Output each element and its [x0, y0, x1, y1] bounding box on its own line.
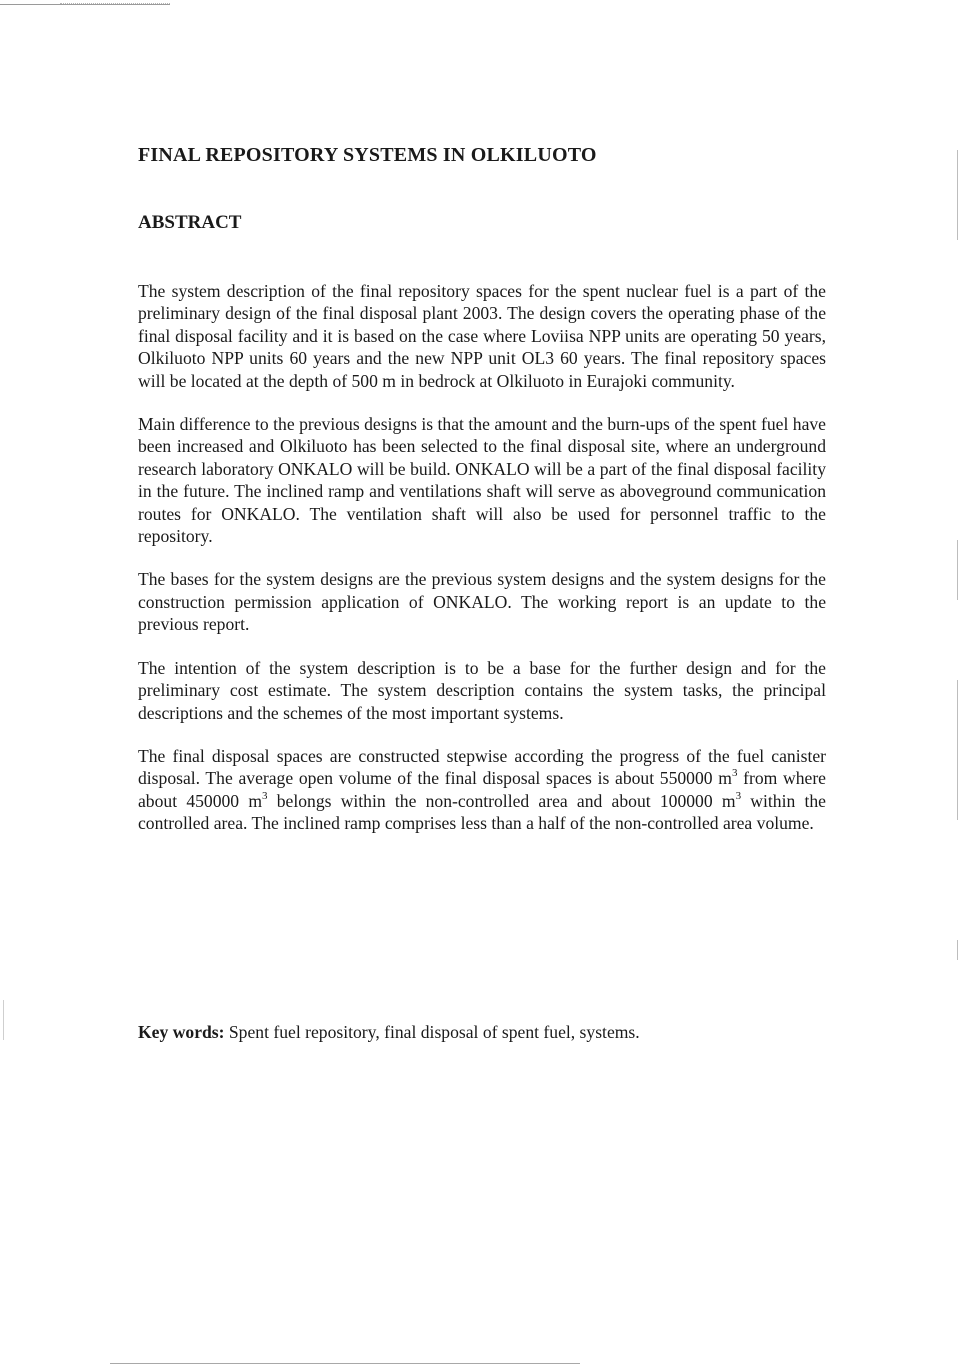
scan-artifact-line — [60, 3, 170, 6]
scan-artifact-line — [957, 680, 958, 820]
scan-artifact-line — [957, 940, 958, 960]
abstract-paragraph-4: The intention of the system description is to be a base for the further design and for the preliminary cost estimate. The system description contains the system tasks, the principal descriptions and the schemes of the most important systems. — [138, 657, 826, 723]
paragraph-5-text: within the controlled area. The inclined ramp comprises less than a half of the non-controlled area volume. — [138, 790, 826, 834]
scan-artifact-line — [3, 1000, 4, 1040]
document-title: FINAL REPOSITORY SYSTEMS IN OLKILUOTO — [138, 144, 597, 166]
scan-artifact-line — [957, 540, 958, 600]
abstract-heading: ABSTRACT — [138, 212, 242, 233]
superscript-exponent: 3 — [735, 789, 742, 802]
abstract-paragraph-2: Main difference to the previous designs is that the amount and the burn-ups of the spent fuel have been increased and Olkiluoto has been selected to the final disposal site, where an underground research laboratory ONKALO will be build. ONKALO will be a part of the final disposal facility in the future. The inclined ramp and ventilations shaft will serve as aboveground communication routes for ONKALO. The ventilation shaft will also be used for personnel traffic to the repository. — [138, 414, 826, 547]
superscript-exponent: 3 — [262, 789, 268, 802]
keywords-label: Key words: — [138, 1022, 225, 1042]
scan-artifact-line — [110, 1363, 580, 1364]
abstract-paragraph-1: The system description of the final repository spaces for the spent nuclear fuel is a part of the preliminary design of the final disposal plant 2003. The design covers the operating phase of the final disposal facility and it is based on the case where Loviisa NPP units are operating 50 years, Olkiluoto NPP units 60 years and the new NPP unit OL3 60 years. The final repository spaces will be located at the depth of 500 m in bedrock at Olkiluoto in Eurajoki community. — [138, 281, 826, 391]
abstract-body — [138, 280, 826, 856]
paragraph-5-text: The final disposal spaces are constructed stepwise according the progress of the fuel canister disposal. The average open volume of the final disposal spaces is about 550000 m — [138, 745, 826, 789]
paragraph-5-text: belongs within the non-controlled area and about 100000 m — [267, 790, 736, 811]
keywords-text: Spent fuel repository, final disposal of spent fuel, systems. — [224, 1022, 640, 1042]
paragraph-5-text: from where about 450000 m — [138, 768, 826, 811]
superscript-exponent: 3 — [731, 767, 738, 780]
keywords-line — [138, 1021, 640, 1043]
abstract-paragraph-5 — [138, 745, 826, 835]
scan-artifact-line — [957, 150, 958, 240]
abstract-paragraph-3: The bases for the system designs are the previous system designs and the system designs for the construction permission application of ONKALO. The working report is an update to the previous report. — [138, 569, 826, 635]
